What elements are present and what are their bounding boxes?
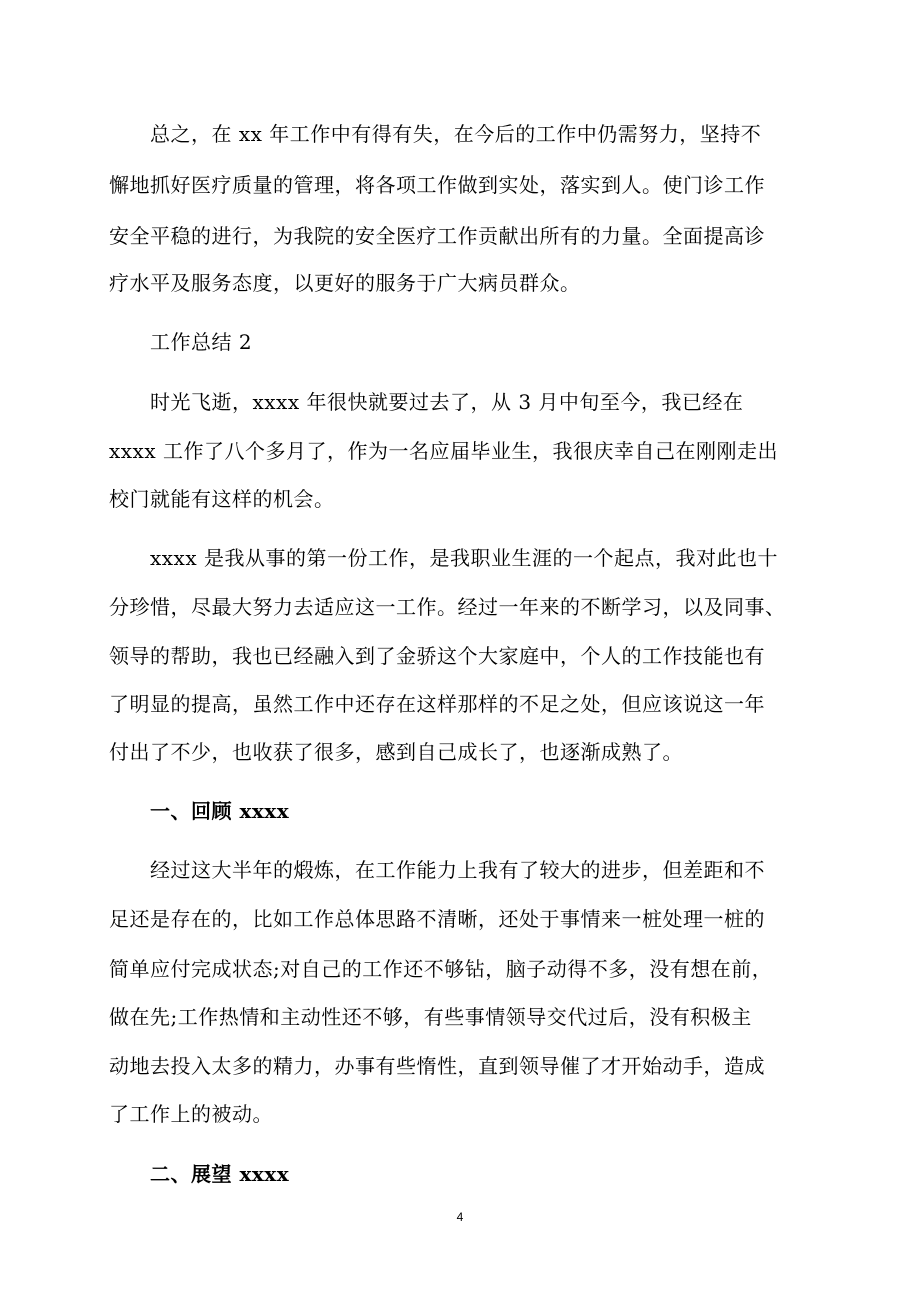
paragraph-line: 付出了不少，也收获了很多，感到自己成长了，也逐渐成熟了。 xyxy=(109,740,683,764)
section-heading: 二、展望 xxxx xyxy=(150,1162,290,1186)
section-heading: 一、回顾 xxxx xyxy=(150,799,290,823)
paragraph-line: 安全平稳的进行，为我院的安全医疗工作贡献出所有的力量。全面提高诊 xyxy=(109,224,765,248)
paragraph-line: 经过这大半年的煅炼，在工作能力上我有了较大的进步，但差距和不 xyxy=(150,858,765,882)
paragraph-line: 领导的帮助，我也已经融入到了金骄这个大家庭中，个人的工作技能也有 xyxy=(109,644,765,668)
paragraph-line: 足还是存在的，比如工作总体思路不清晰，还处于事情来一桩处理一桩的 xyxy=(109,907,765,931)
paragraph-line: 了工作上的被动。 xyxy=(109,1102,273,1126)
paragraph-line: 疗水平及服务态度，以更好的服务于广大病员群众。 xyxy=(109,271,581,295)
paragraph-line: 做在先;工作热情和主动性还不够，有些事情领导交代过后，没有积极主 xyxy=(109,1005,752,1029)
paragraph-line: 校门就能有这样的机会。 xyxy=(109,487,335,511)
paragraph-line: 动地去投入太多的精力，办事有些惰性，直到领导催了才开始动手，造成 xyxy=(109,1054,765,1078)
paragraph-line: xxxx 是我从事的第一份工作，是我职业生涯的一个起点，我对此也十 xyxy=(150,546,778,570)
paragraph-line: 简单应付完成状态;对自己的工作还不够钻，脑子动得不多，没有想在前， xyxy=(109,957,773,981)
paragraph-line: 了明显的提高，虽然工作中还存在这样那样的不足之处，但应该说这一年 xyxy=(109,692,765,716)
paragraph-line: 总之，在 xx 年工作中有得有失，在今后的工作中仍需努力，坚持不 xyxy=(150,122,762,146)
paragraph-line: 懈地抓好医疗质量的管理，将各项工作做到实处，落实到人。使门诊工作 xyxy=(109,173,765,197)
section-heading: 工作总结 2 xyxy=(150,330,253,354)
page-number: 4 xyxy=(456,1210,464,1224)
paragraph-line: 分珍惜，尽最大努力去适应这一工作。经过一年来的不断学习，以及同事、 xyxy=(109,595,786,619)
paragraph-line: xxxx 工作了八个多月了，作为一名应届毕业生，我很庆幸自己在刚刚走出 xyxy=(109,439,778,463)
paragraph-line: 时光飞逝，xxxx 年很快就要过去了，从 3 月中旬至今，我已经在 xyxy=(150,390,744,414)
